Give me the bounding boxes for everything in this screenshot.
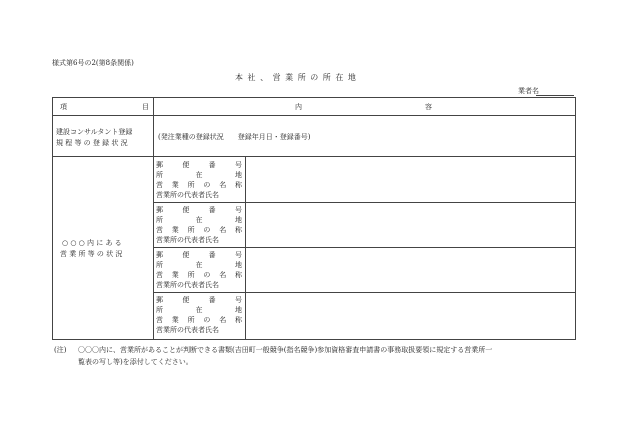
address-label: 所 在 地 xyxy=(156,216,242,224)
note-prefix: (注) xyxy=(54,346,67,354)
offices-label-line-1: ○ ○ ○ 内 に あ る xyxy=(62,239,122,247)
registration-label-line-2: 規 程 等 の 登 録 状 況 xyxy=(56,139,128,147)
note-line-2: 覧表の写し等)を添付してください。 xyxy=(78,358,193,366)
address-label: 所 在 地 xyxy=(156,171,242,179)
address-label: 所 在 地 xyxy=(156,306,242,314)
office-block-1 xyxy=(156,160,242,200)
table-header-bottom xyxy=(52,115,576,116)
representative-label: 営業所の代表者氏名 xyxy=(156,191,219,199)
office-divider-2 xyxy=(153,247,576,248)
content-header-2: 容 xyxy=(425,103,432,111)
office-divider-3 xyxy=(153,292,576,293)
office-name-label: 営 業 所 の 名 称 xyxy=(156,316,242,324)
office-block-4 xyxy=(156,295,242,335)
office-block-3 xyxy=(156,250,242,290)
table-right-border xyxy=(575,97,576,340)
postal-code-label: 郵 便 番 号 xyxy=(156,161,242,169)
table-top-border xyxy=(52,97,576,98)
registration-value: (発注業種の登録状況 登録年月日・登録番号) xyxy=(158,133,311,141)
representative-label: 営業所の代表者氏名 xyxy=(156,281,219,289)
postal-code-label: 郵 便 番 号 xyxy=(156,296,242,304)
registration-label-line-1: 建設コンサルタント登録 xyxy=(56,128,133,136)
content-header-1: 内 xyxy=(295,103,302,111)
office-name-label: 営 業 所 の 名 称 xyxy=(156,226,242,234)
table-left-border xyxy=(52,97,53,340)
office-divider-1 xyxy=(153,202,576,203)
office-block-2 xyxy=(156,205,242,245)
postal-code-label: 郵 便 番 号 xyxy=(156,206,242,214)
representative-label: 営業所の代表者氏名 xyxy=(156,326,219,334)
office-name-label: 営 業 所 の 名 称 xyxy=(156,181,242,189)
registration-row-bottom xyxy=(52,156,576,157)
company-name-underline xyxy=(536,95,574,96)
note-line-1: 〇〇〇内に、営業所があることが判断できる書類(吉田町一般競争(指名競争)参加資格審査申請書の事務取扱要領に規定する営業所一 xyxy=(78,346,493,354)
company-name-label: 業者名 xyxy=(518,87,539,95)
address-label: 所 在 地 xyxy=(156,261,242,269)
offices-label-line-2: 営 業 所 等 の 状 況 xyxy=(60,250,123,258)
office-label-divider xyxy=(245,157,246,339)
table-bottom-border xyxy=(52,339,576,340)
form-title: 本 社 、 営 業 所 の 所 在 地 xyxy=(235,73,357,82)
table-column-divider xyxy=(153,97,154,340)
item-header-1: 項 xyxy=(60,103,67,111)
form-number: 様式第6号の2(第8条関係) xyxy=(52,59,134,67)
office-name-label: 営 業 所 の 名 称 xyxy=(156,271,242,279)
representative-label: 営業所の代表者氏名 xyxy=(156,236,219,244)
postal-code-label: 郵 便 番 号 xyxy=(156,251,242,259)
item-header-2: 目 xyxy=(142,103,149,111)
